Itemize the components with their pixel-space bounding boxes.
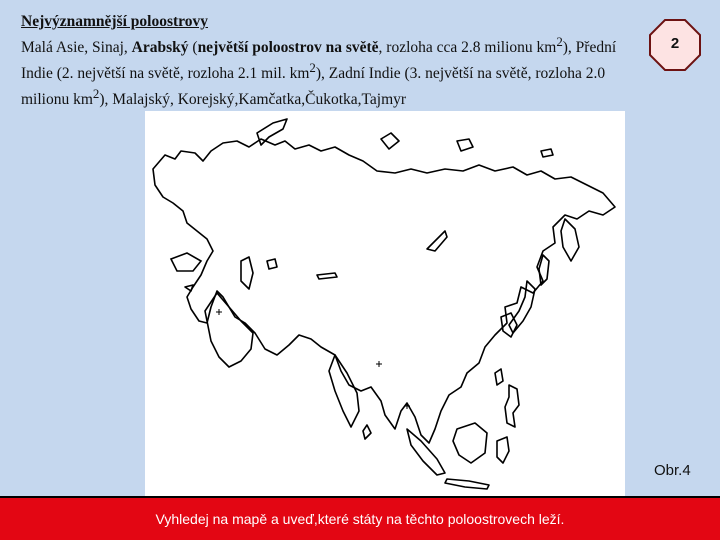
wrangel-island (541, 149, 553, 157)
aral-sea (267, 259, 277, 269)
superscript-3: 2 (92, 86, 100, 102)
philippines (505, 385, 519, 427)
india-peninsula (329, 355, 359, 427)
figure-label: Obr.4 (654, 462, 691, 479)
superscript-2: 2 (309, 60, 316, 76)
novaya-zemlya (257, 119, 287, 145)
text-block (21, 12, 641, 110)
lake-baikal (427, 231, 447, 251)
sumatra (407, 429, 445, 475)
slide-number-badge (648, 18, 702, 72)
kamchatka (561, 219, 579, 261)
body-text-5: ), Zadní Indie (3. největší na světě, rozloha 2.0 milionu km (21, 65, 606, 109)
footer-bar (0, 496, 720, 540)
body-text-1: Malá Asie, Sinaj, (21, 39, 132, 57)
black-sea (171, 253, 201, 271)
body-text-6: ), Malajský, Korejský,Kamčatka,Čukotka,Tajmyr (99, 91, 407, 109)
borneo (453, 423, 487, 463)
sri-lanka (363, 425, 371, 439)
japan (509, 281, 535, 333)
cyprus (185, 285, 193, 291)
map-outline (145, 111, 625, 496)
body-bold-largest: největší poloostrov na světě (197, 39, 379, 57)
new-siberian-islands (457, 139, 473, 151)
body-text-3: , rozloha cca 2.8 milionu km (378, 39, 557, 57)
slide-number: 2 (670, 35, 680, 52)
asia-outline-map (145, 111, 625, 496)
severnaya-zemlya (381, 133, 399, 149)
java (445, 479, 489, 489)
taiwan (495, 369, 503, 385)
body-text-4: ), Přední Indie (2. největší na světě, rozloha 2.1 mil. km (21, 39, 617, 83)
lake-balkhash (317, 273, 337, 279)
heading: Nejvýznamnější poloostrovy (21, 13, 208, 30)
superscript-1: 2 (556, 34, 563, 49)
body-text-2: ( (188, 39, 198, 57)
mainland-coastline (153, 139, 615, 443)
sulawesi (497, 437, 509, 463)
caspian-sea (241, 257, 253, 289)
body-bold-arabsky: Arabský (131, 39, 189, 57)
footer-instruction: Vyhledej na mapě a uveď,které státy na těchto poloostrovech leží. (155, 511, 565, 527)
